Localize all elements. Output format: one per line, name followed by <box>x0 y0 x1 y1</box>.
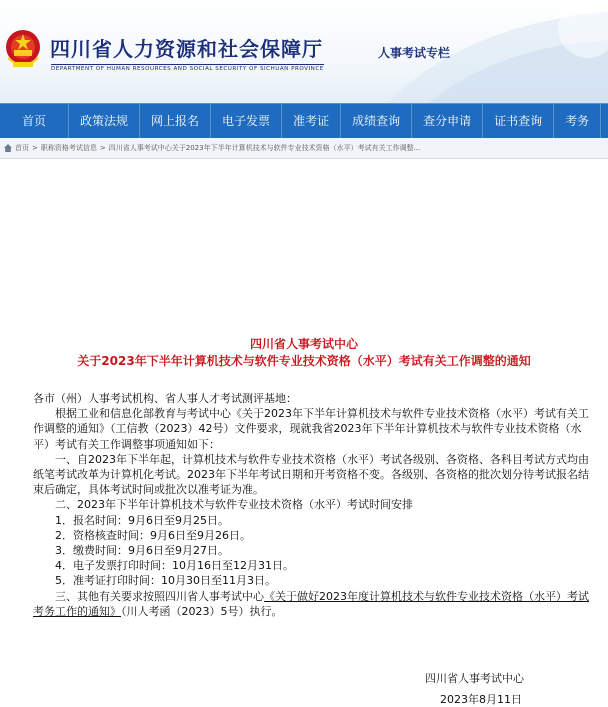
site-header <box>0 0 608 103</box>
intro-paragraph: 根据工业和信息化部教育与考试中心《关于2023年下半年计算机技术与软件专业技术资格（水平）考试有关工作调整的通知》（工信教（2023）42号）文件要求，现就我省2023年下半年计算机技术与软件专业技术资格（水平）考试有关工作调整事项通知如下： <box>33 407 589 451</box>
breadcrumb-separator: > <box>32 144 38 152</box>
schedule-item: 1．报名时间：9月6日至9月25日。 <box>55 513 229 527</box>
signature: 四川省人事考试中心 <box>425 672 524 685</box>
breadcrumb <box>0 138 608 159</box>
article-title-line1: 四川省人事考试中心 <box>249 337 358 351</box>
issue-date: 2023年8月11日 <box>440 693 522 706</box>
site-subtitle: DEPARTMENT OF HUMAN RESOURCES AND SOCIAL SECURITY OF SICHUAN PROVINCE <box>51 66 324 72</box>
article-title-line2: 关于2023年下半年计算机技术与软件专业技术资格（水平）考试有关工作调整的通知 <box>77 354 531 368</box>
nav-item-exam-affairs[interactable]: 考务 <box>554 104 601 138</box>
point-3 <box>33 589 593 619</box>
point-1: 一、自2023年下半年起，计算机技术与软件专业技术资格（水平）考试各级别、各资格、各科目考试方式均由纸笔考试改革为计算机化考试。2023年下半年考试日期和开考资格不变。各级别、各资格的批次划分待考试报名结束后确定，具体考试时间或批次以准考证为准。 <box>33 452 589 497</box>
schedule-item: 4．电子发票打印时间：10月16日至12月31日。 <box>55 559 294 573</box>
greeting: 各市（州）人事考试机构、省人事人才考试测评基地： <box>33 392 297 405</box>
schedule-item: 2．资格核查时间：9月6日至9月26日。 <box>55 528 251 542</box>
article-body <box>33 391 593 619</box>
point-3-suffix: （川人考函（2023）5号）执行。 <box>121 604 283 618</box>
breadcrumb-separator: > <box>99 144 106 152</box>
nav-item-registration[interactable]: 网上报名 <box>140 104 211 138</box>
breadcrumb-category[interactable]: 职称资格考试信息 <box>40 144 97 152</box>
main-nav <box>0 103 608 138</box>
nav-item-certificate-query[interactable]: 证书查询 <box>483 104 554 138</box>
home-icon <box>4 144 12 152</box>
nav-item-invoice[interactable]: 电子发票 <box>211 104 282 138</box>
breadcrumb-current: 四川省人事考试中心关于2023年下半年计算机技术与软件专业技术资格（水平）考试有关工作调整... <box>108 144 421 152</box>
referenced-notice-link[interactable]: 《关于做好2023年度计算机技术与软件专业技术资格（水平）考试考务工作的通知》 <box>33 589 589 618</box>
schedule-item: 3．缴费时间：9月6日至9月27日。 <box>55 544 229 558</box>
nav-item-score-query[interactable]: 成绩查询 <box>341 104 412 138</box>
section-name: 人事考试专栏 <box>378 46 451 60</box>
nav-item-home[interactable]: 首页 <box>0 104 69 138</box>
schedule-item: 5．准考证打印时间：10月30日至11月3日。 <box>55 574 276 588</box>
nav-item-score-review[interactable]: 查分申请 <box>412 104 483 138</box>
national-emblem-icon[interactable] <box>4 28 42 70</box>
point-3-prefix: 三、其他有关要求按照四川省人事考试中心 <box>55 589 264 603</box>
site-title[interactable]: 四川省人力资源和社会保障厅 <box>50 37 323 61</box>
nav-item-admission-ticket[interactable]: 准考证 <box>282 104 341 138</box>
nav-item-policy[interactable]: 政策法规 <box>69 104 140 138</box>
point-2: 二、2023年下半年计算机技术与软件专业技术资格（水平）考试时间安排 <box>55 498 413 512</box>
breadcrumb-home[interactable]: 首页 <box>15 144 29 152</box>
